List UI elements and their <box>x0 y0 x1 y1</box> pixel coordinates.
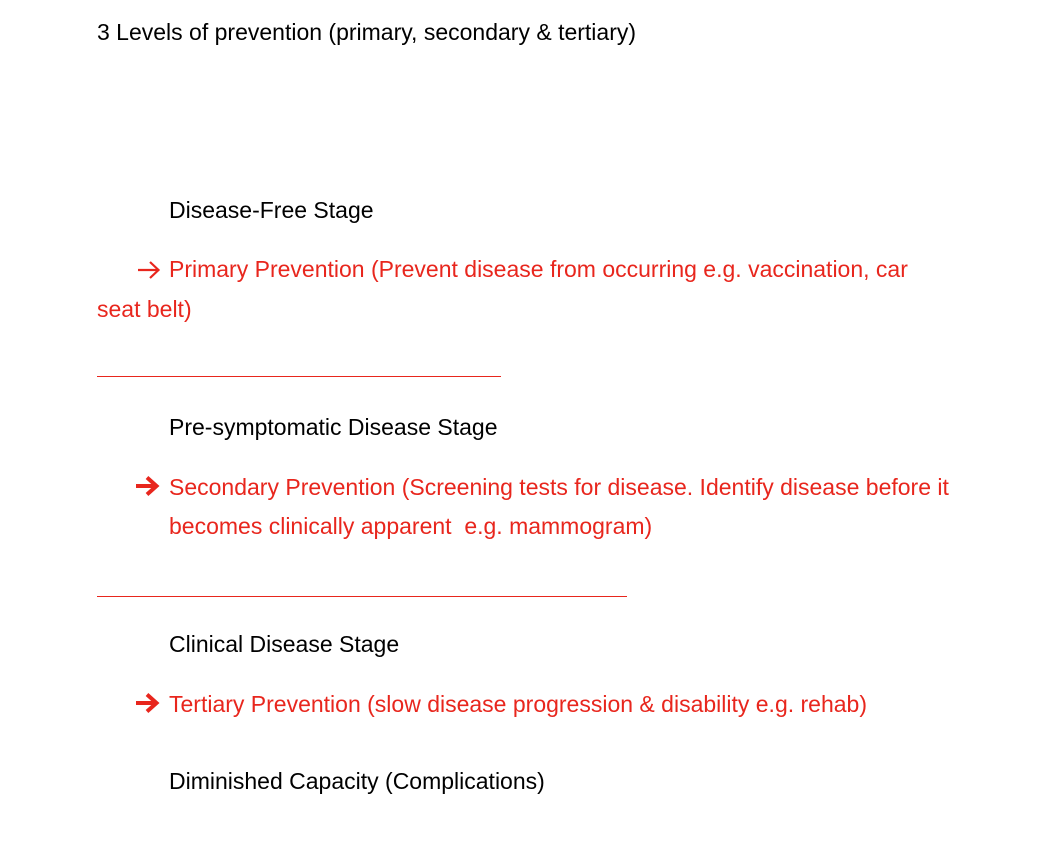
right-arrow-icon <box>135 692 161 720</box>
page-title: 3 Levels of prevention (primary, secondary & tertiary) <box>97 19 637 45</box>
stage-clinical: Clinical Disease Stage <box>169 631 400 657</box>
tertiary-prevention-text: Tertiary Prevention (slow disease progression & disability e.g. rehab) <box>169 691 867 717</box>
secondary-prevention-text: Secondary Prevention (Screening tests for disease. Identify disease before it <box>169 474 949 500</box>
stage-presymptomatic: Pre-symptomatic Disease Stage <box>169 414 498 440</box>
divider-1 <box>97 376 501 377</box>
stage-diminished-capacity: Diminished Capacity (Complications) <box>169 768 545 794</box>
secondary-prevention-text-cont: becomes clinically apparent e.g. mammogram) <box>169 513 653 539</box>
divider-2 <box>97 596 627 597</box>
primary-prevention-text: Primary Prevention (Prevent disease from occurring e.g. vaccination, car <box>169 256 908 282</box>
stage-disease-free: Disease-Free Stage <box>169 197 374 223</box>
right-arrow-icon <box>135 475 161 503</box>
primary-prevention-text-cont: seat belt) <box>97 296 192 322</box>
right-arrow-icon <box>137 259 161 286</box>
